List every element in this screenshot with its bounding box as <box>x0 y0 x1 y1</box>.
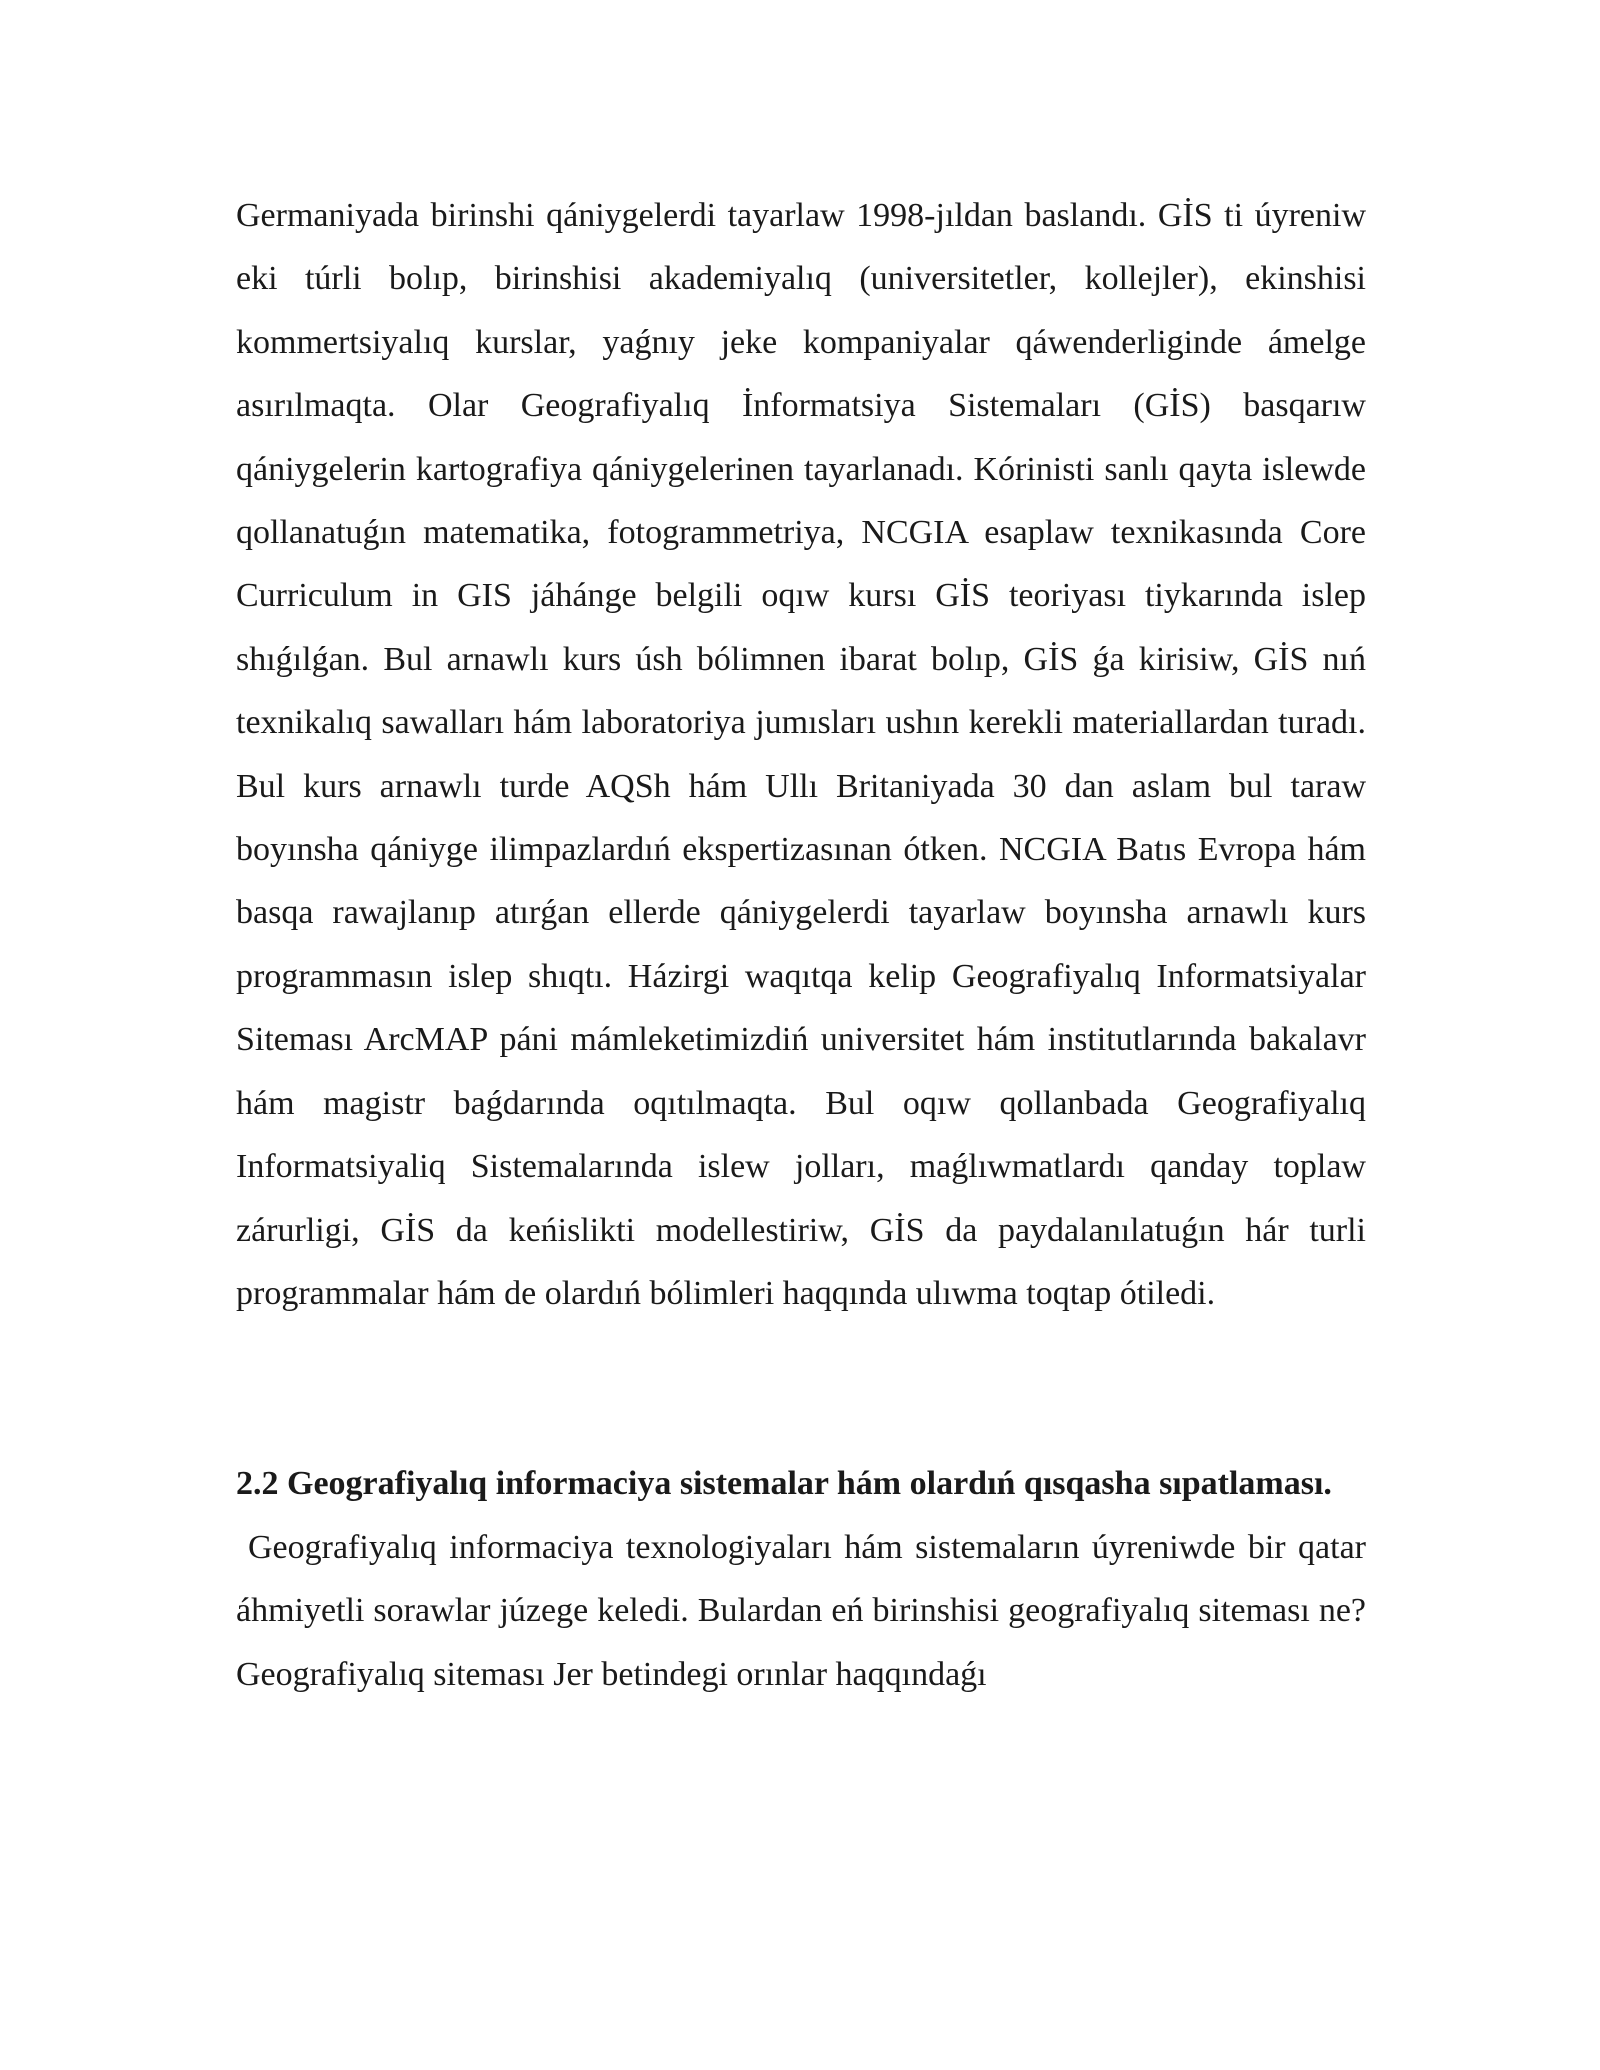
section-heading: 2.2 Geografiyalıq informaciya sistemalar hám olardıń qısqasha sıpatlaması. <box>236 1465 1332 1503</box>
body-paragraph: Geografiyalıq informaciya texnologiyaları hám sistemaların úyreniwde bir qatar áhmiyetli sorawlar júzege keledi. Bulardan eń birinshisi geografiyalıq siteması ne? Geografiyalıq siteması Jer betindegi orınlar haqqındaǵı <box>236 1528 1366 1693</box>
body-paragraph: Germaniyada birinshi qániygelerdi tayarlaw 1998-jıldan baslandı. GİS ti úyreniw eki túrli bolıp, birinshisi akademiyalıq (universitetler, kollejler), ekinshisi kommertsiyalıq kurslar, yaǵnıy jeke kompaniyalar qáwenderliginde ámelge asırılmaqta. Olar Geografiyalıq İnformatsiya Sistemaları (GİS) basqarıw qániygelerin kartografiya qániygelerinen tayarlanadı. Kórinisti sanlı qayta islewde qollanatuǵın matematika, fotogrammetriya, NCGIA esaplaw texnikasında Core Curriculum in GIS jáhánge belgili oqıw kursı GİS teoriyası tiykarında islep shıǵılǵan. Bul arnawlı kurs úsh bólimnen ibarat bolıp, GİS ǵa kirisiw, GİS nıń texnikalıq sawalları hám laboratoriya jumısları ushın kerekli materiallardan turadı. Bul kurs arnawlı turde AQSh hám Ullı Britaniyada 30 dan aslam bul taraw boyınsha qániyge ilimpazlardıń ekspertizasınan ótken. NCGIA Batıs Evropa hám basqa rawajlanıp atırǵan ellerde qániygelerdi tayarlaw boyınsha arnawlı kurs programmasın islep shıqtı. Házirgi waqıtqa kelip Geografiyalıq Informatsiyalar Siteması ArcMAP páni mámleketimizdiń universitet hám institutlarında bakalavr hám magistr baǵdarında oqıtılmaqta. Bul oqıw qollanbada Geografiyalıq Informatsiyaliq Sistemalarında islew jolları, maǵlıwmatlardı qanday toplaw zárurligi, GİS da keńislikti modellestiriw, GİS da paydalanılatuǵın hár turli programmalar hám de olardıń bólimleri haqqında ulıwma toqtap ótiledi. <box>236 197 1366 1312</box>
document-body <box>236 184 1366 1706</box>
